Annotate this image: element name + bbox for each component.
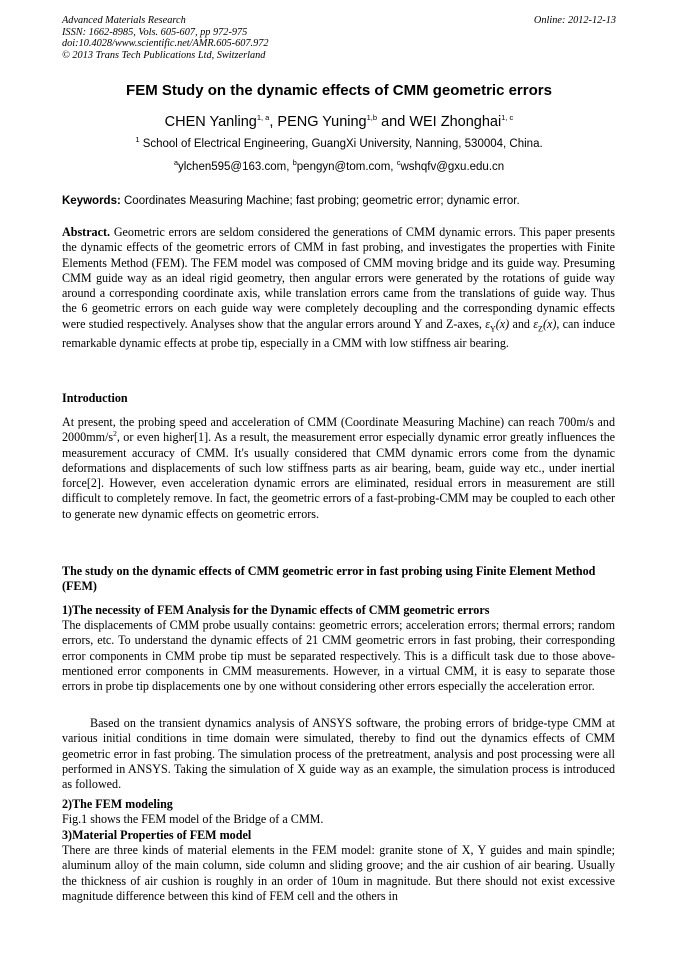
journal-header: [62, 15, 616, 61]
email: ylchen595@163.com,: [178, 161, 290, 173]
intro-paragraph: [62, 415, 615, 522]
author-and: and: [381, 114, 406, 130]
paper-title: FEM Study on the dynamic effects of CMM geometric errors: [126, 82, 552, 99]
subsection-heading-3: 3)Material Properties of FEM model: [62, 828, 252, 842]
email: pengyn@tom.com,: [296, 161, 394, 173]
intro-sup: 2: [113, 429, 117, 439]
journal-name: Advanced Materials Research: [62, 15, 186, 26]
intro-text-cont: , or even higher[1]. As a result, the measurement error especially dynamic error greatly influences the measurement accuracy of CMM. It's usually considered that CMM dynamic errors come from the dynamic deformations and displacements of such low stiffness parts as air bearing, beam, guide way etc., under inertial force[2]. However, even acceleration dynamic errors are eliminated, residual errors in measurement are still difficult to completely remove. In fact, the geometric errors of a fast-probing-CMM may be coupled to each other to generate new dynamic effects on geometric errors.: [62, 430, 615, 521]
abstract-label: Abstract.: [62, 225, 111, 239]
abstract: [62, 225, 615, 352]
math-arg: (x): [495, 316, 510, 331]
section-heading-introduction: Introduction: [62, 391, 128, 405]
affiliation-sup: 1: [135, 135, 140, 145]
subsection-heading-1: 1)The necessity of FEM Analysis for the Dynamic effects of CMM geometric errors: [62, 603, 490, 617]
abstract-text-end: , can induce remarkable dynamic effects at probe tip, especially in a CMM with low stiffness air bearing.: [62, 316, 615, 351]
author-name: WEI Zhonghai: [409, 114, 502, 130]
subsection-1-paragraph-2: Based on the transient dynamics analysis of ANSYS software, the probing errors of bridge-type CMM at various initial conditions in time domain were simulated, thereby to find out the dynamics effects of CMM geometric error in fast probing. The simulation process of the pretreatment, analysis and post processing were all performed in ANSYS. Taking the simulation of X guide way as an example, the simulation process is introduced as followed.: [62, 716, 615, 792]
keywords: [62, 195, 622, 207]
author-name: PENG Yuning: [277, 114, 367, 130]
email-sup: c: [396, 158, 401, 168]
math-symbol: ε: [485, 316, 490, 331]
abstract-text: Geometric errors are seldom considered the generations of CMM dynamic errors. This paper presents the dynamic effects of the geometric errors of CMM in fast probing, and investigates the properties with Finite Elements Method (FEM). The FEM model was composed of CMM moving bridge and its guide way. Presuming CMM guide way as an ideal rigid geometry, then angular errors were generated by the rotations of guide way around a corresponding coordinate axis, while translation errors came from the translations of guide way. Thus the 6 geometric errors on each guide way were completely decoupling and the corresponding dynamic effects were studied respectively. Analyses show that the angular errors around Y and Z-axes,: [62, 225, 615, 331]
subsection-2-paragraph: Fig.1 shows the FEM model of the Bridge of a CMM.: [62, 812, 324, 826]
math-arg: (x): [542, 316, 557, 331]
email-sup: a: [173, 158, 178, 168]
email: wshqfv@gxu.edu.cn: [400, 161, 505, 173]
email-sup: b: [292, 158, 297, 168]
affiliation-text: School of Electrical Engineering, GuangXi University, Nanning, 530004, China.: [142, 138, 543, 150]
author-sup: 1,b: [366, 113, 378, 123]
author-sup: 1, c: [501, 113, 514, 123]
affiliation: [0, 135, 678, 150]
section-heading-fem-study: The study on the dynamic effects of CMM geometric error in fast probing using Finite Element Method (FEM): [62, 564, 596, 594]
subsection-1-paragraph-1: The displacements of CMM probe usually contains: geometric errors; acceleration errors; thermal errors; random errors, etc. To understand the dynamic effects of 21 CMM geometric errors in fast probing, their corresponding error components in CMM probe tip must be separated respectively. This is a difficult task due to those above-mentioned error components in CMM measurements. However, in a virtual CMM, it is easy to separate those errors in probe tip displacements one by one without considering other errors especially the acceleration error.: [62, 618, 615, 694]
intro-text: At present, the probing speed and acceleration of CMM (Coordinate Measuring Machine) can reach 700m/s and 2000mm/s: [62, 415, 615, 445]
keywords-label: Keywords:: [62, 195, 121, 207]
author-sup: 1, a: [256, 113, 270, 123]
math-sub: Y: [490, 324, 496, 334]
subsection-heading-2: 2)The FEM modeling: [62, 797, 173, 811]
issn-line: ISSN: 1662-8985, Vols. 605-607, pp 972-975: [62, 26, 248, 38]
subsection-3-paragraph: There are three kinds of material elements in the FEM model: granite stone of X, Y guides and main spindle; aluminum alloy of the main column, side column and sliding groove; and the air cushion of air bearing. Usually the thickness of air cushion is roughly in an order of 10um in magnitude. But there should not exist excessive magnitude difference between this kind of FEM cell and the others in: [62, 843, 615, 903]
keywords-text: Coordinates Measuring Machine; fast probing; geometric error; dynamic error.: [124, 195, 520, 207]
copyright-line: © 2013 Trans Tech Publications Ltd, Switzerland: [62, 49, 266, 61]
abstract-and: and: [512, 316, 530, 331]
email-line: [0, 158, 678, 173]
math-symbol: ε: [533, 316, 539, 331]
author-line: CHEN Yanling$^{1, a}$, PENG Yuning$^{1,b}$ and WEI Zhonghai$^{1, c}$: [164, 113, 514, 130]
online-date: Online: 2012-12-13: [533, 15, 616, 26]
doi-line: doi:10.4028/www.scientific.net/AMR.605-607.972: [62, 38, 269, 49]
author-name: CHEN Yanling: [164, 114, 257, 130]
math-sub: Z: [538, 324, 543, 334]
